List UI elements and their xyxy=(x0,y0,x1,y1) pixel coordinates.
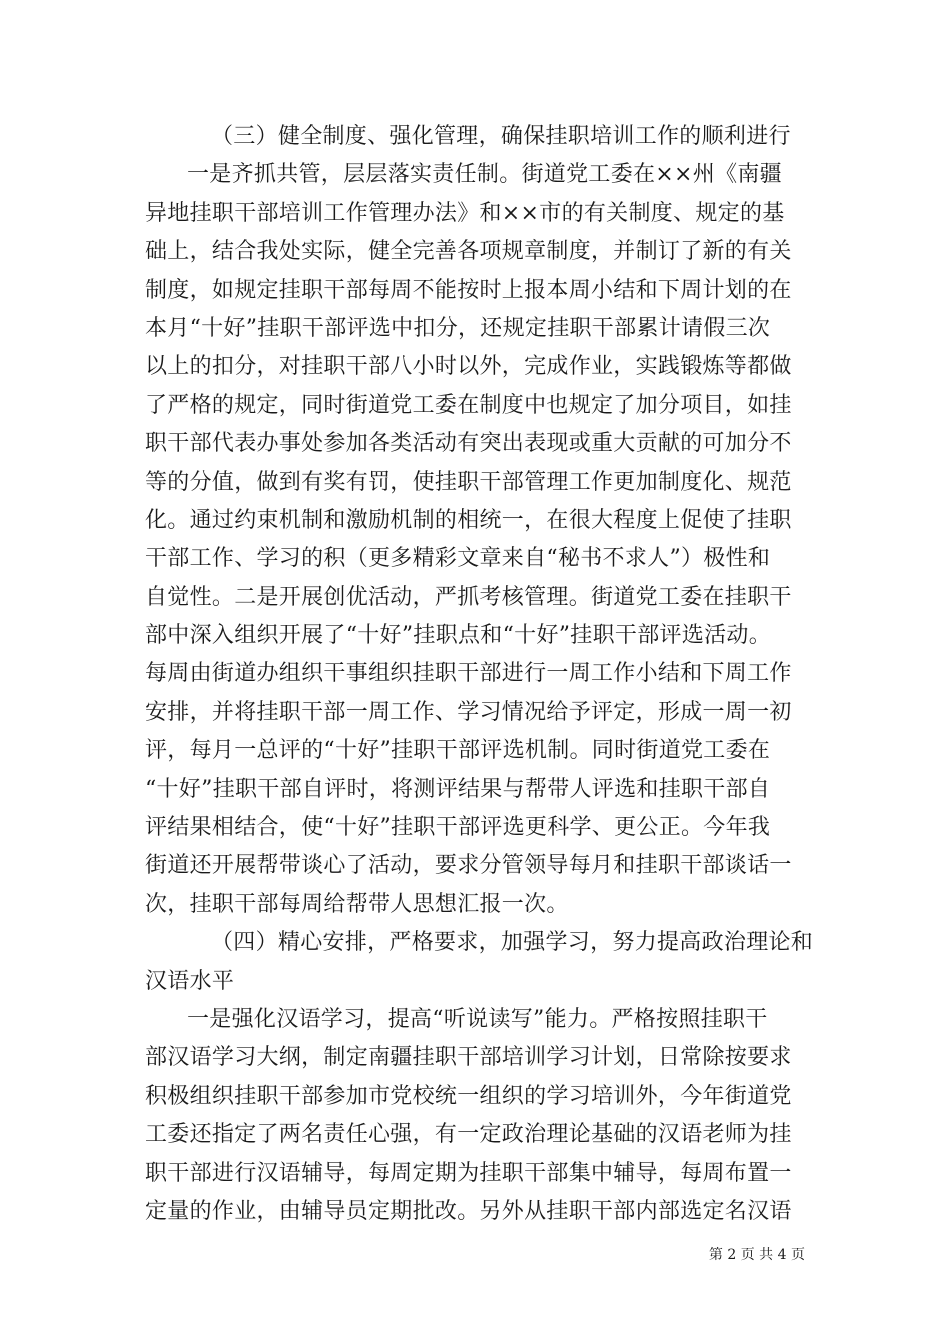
paragraph-line: 部汉语学习大纲，制定南疆挂职干部培训学习计划，日常除按要求 xyxy=(145,1045,792,1071)
paragraph-line: 次，挂职干部每周给帮带人思想汇报一次。 xyxy=(145,891,569,917)
paragraph-line: 自觉性。二是开展创优活动，严抓考核管理。街道党工委在挂职干 xyxy=(145,584,792,610)
section-heading: （四）精心安排，严格要求，加强学习，努力提高政治理论和 xyxy=(211,930,814,956)
paragraph-line: 积极组织挂职干部参加市党校统一组织的学习培训外，今年街道党 xyxy=(145,1083,792,1109)
paragraph-line: 一是强化汉语学习，提高“听说读写”能力。严格按照挂职干 xyxy=(187,1006,768,1032)
page-number: 第 2 页 共 4 页 xyxy=(708,1247,805,1263)
paragraph-line: 街道还开展帮带谈心了活动，要求分管领导每月和挂职干部谈话一 xyxy=(145,853,792,879)
paragraph-line: 定量的作业，由辅导员定期批改。另外从挂职干部内部选定名汉语 xyxy=(145,1198,792,1224)
paragraph-line: 等的分值，做到有奖有罚，使挂职干部管理工作更加制度化、规范 xyxy=(145,469,792,495)
document-body xyxy=(145,118,814,1231)
paragraph-line: 制度，如规定挂职干部每周不能按时上报本周小结和下周计划的在 xyxy=(145,277,792,303)
paragraph-line: 础上，结合我处实际，健全完善各项规章制度，并制订了新的有关 xyxy=(145,239,792,265)
paragraph-line: “十好”挂职干部自评时，将测评结果与帮带人评选和挂职干部自 xyxy=(145,776,771,802)
paragraph-line: 安排，并将挂职干部一周工作、学习情况给予评定，形成一周一初 xyxy=(145,699,792,725)
paragraph-line: 化。通过约束机制和激励机制的相统一，在很大程度上促使了挂职 xyxy=(145,507,792,533)
paragraph-line: 一是齐抓共管，层层落实责任制。街道党工委在××州《南疆 xyxy=(187,162,782,188)
section-heading: （三）健全制度、强化管理，确保挂职培训工作的顺利进行 xyxy=(211,124,791,149)
paragraph-line: 每周由街道办组织干事组织挂职干部进行一周工作小结和下周工作 xyxy=(145,661,792,687)
paragraph-line: 异地挂职干部培训工作管理办法》和××市的有关制度、规定的基 xyxy=(145,200,785,226)
paragraph-line: 职干部进行汉语辅导，每周定期为挂职干部集中辅导，每周布置一 xyxy=(145,1160,792,1186)
paragraph-line: 工委还指定了两名责任心强，有一定政治理论基础的汉语老师为挂 xyxy=(145,1122,792,1148)
paragraph-line: 部中深入组织开展了“十好”挂职点和“十好”挂职干部评选活动。 xyxy=(145,623,771,649)
paragraph-line: 本月“十好”挂职干部评选中扣分，还规定挂职干部累计请假三次 xyxy=(145,315,771,341)
paragraph-line: 以上的扣分，对挂职干部八小时以外，完成作业，实践锻炼等都做 xyxy=(145,354,792,380)
section-heading-continuation: 汉语水平 xyxy=(145,968,235,994)
paragraph-line: 职干部代表办事处参加各类活动有突出表现或重大贡献的可加分不 xyxy=(145,431,792,457)
paragraph-line: 了严格的规定，同时街道党工委在制度中也规定了加分项目，如挂 xyxy=(145,392,792,418)
paragraph-line: 干部工作、学习的积（更多精彩文章来自“秘书不求人”）极性和 xyxy=(145,546,771,572)
paragraph-line: 评结果相结合，使“十好”挂职干部评选更科学、更公正。今年我 xyxy=(145,815,771,841)
paragraph-line: 评，每月一总评的“十好”挂职干部评选机制。同时街道党工委在 xyxy=(145,738,771,764)
